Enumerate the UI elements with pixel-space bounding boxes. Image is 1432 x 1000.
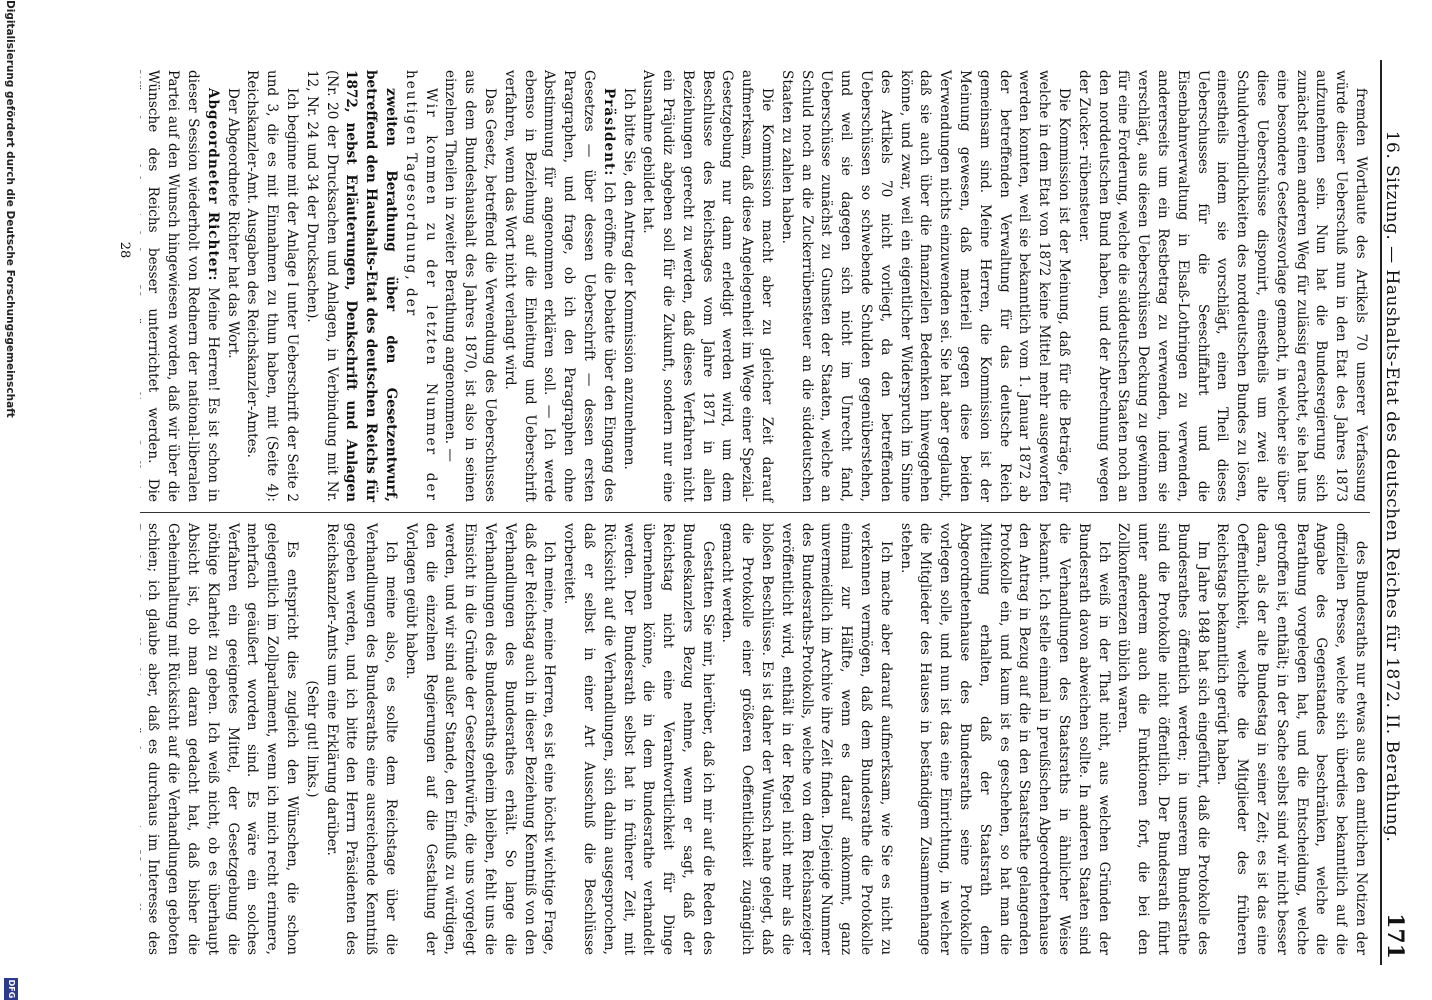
paragraph: [140, 70, 222, 502]
paragraph: Im Jahre 1848 hat sich eingeführt, daß die Protokolle des Bundesrathes öffentlich werden; in unserem Bundesrathe sind die Protokolle nicht öffentlich. Der Bundesrath führt unter anderem auch die Funktionen fort, die bei den Zollkonferenzen üblich waren.: [1115, 523, 1211, 955]
paragraph: Ich meine, meine Herren, es ist eine höchst wichtige Frage, daß der Reichstag auch in dieser Beziehung Kenntniß von den Verhandlungen des Bundesrathes erhält. So lange die Verhandlungen des Bundesraths geheim bleiben, fehlt uns die Einsicht in die Gründe der Gesetzentwürfe, die uns vorgelegt werden, und wir sind außer Stande, den Einfluß zu würdigen, den die einzelnen Regierungen auf die Gestaltung der Vorlagen geübt haben.: [402, 523, 558, 955]
page-number: 171: [1382, 913, 1408, 959]
speaker-name: Präsident:: [600, 88, 617, 177]
paragraph: Es entspricht dies zugleich den Wünschen, die schon gelegentlich im Zollparlament, wenn ich mich recht erinnere, mehrfach geäußert worden sind. Es wäre ein solches Verfahren ein geeignetes Mittel, der Gesetzgebung die nöthige Klarheit zu geben. Ich weiß nicht, ob es überhaupt Absicht ist, ob man daran gedacht hat, daß bisher die Geheimhaltung mit Rücksicht auf die Verhandlungen geboten schien; ich glaube aber, daß es durchaus im Interesse des: [145, 523, 300, 955]
page-header: [1380, 60, 1422, 965]
paragraph: Ich bitte Sie, den Antrag der Kommission anzunehmen.: [620, 88, 637, 470]
credit-text: Digitalisierung gefördert durch die Deutsche Forschungsgemeinschaft: [4, 0, 16, 418]
paragraph: [301, 70, 400, 502]
speaker-name: Abgeordneter Richter:: [204, 88, 221, 282]
paragraph: Das Gesetz, betreffend die Verwendung des Ueberschusses aus dem Bundeshaushalt des Jahres 1870, ist also in seinen einzelnen Theilen in zweiter Berathung angenommen. —: [442, 70, 498, 502]
paragraph: Ich weiß in der That nicht, aus welchen Gründen der Bundesrath davon abweichen sollte. In anderen Staaten sind die Verhandlungen des Staatsraths in ähnlicher Weise bekannt. Ich stelle einmal in preußischen Abgeordnetenhause den Antrag in Bezug auf die in den Staatsrathe gelangenden Protokolle ein, und kaum ist es geschehen, so hat man die Mitteilung erhalten, daß der Staatsrath dem Abgeordnetenhause des Bundesraths seine Protokolle vorlegen solle, und nun ist das eine Einrichtung, in welcher die Mitglieder des Hauses in beständigem Zusammenhange stehen.: [897, 523, 1112, 955]
paragraph: Die Kommission macht aber zu gleicher Zeit darauf aufmerksam, daß diese Angelegenheit im Wege einer Spezial-Gesetzgebung nur dann erledigt werden wird, um dem Beschlusse des Reichstages vom Jahre 1871 in allen Beziehungen gerecht zu werden, daß dieses Verfahren nicht ein Präjudiz abgeben soll für die Zukunft, sondern nur eine Ausnahme gebildet hat.: [640, 70, 776, 502]
paragraph: Die Kommission ist der Meinung, daß für die Beträge, für welche in dem Etat von 1872 keine Mittel mehr ausgeworfen werden konnten, weil sie bekanntlich vom 1. Januar 1872 ab der betreffenden Verwaltung für das deutsche Reich gemeinsam sind. Meine Herren, die Kommission ist der Meinung gewesen, daß materiell gegen diese beiden Verwendungen nichts einzuwenden sei. Sie hat aber geglaubt, daß sie auch über die finanziellen Bedenken hinweggehen könne, und zwar, weil ein eigentlicher Widerspruch im Sinne des Artikels 70 nicht vorliegt, da den betreffenden Ueberschüssen so schwebende Schulden gegenüberstehen, und weil sie dagegen sich nicht im Unrecht fand, Ueberschüsse zunächst zu Gunsten der Staaten, welche an Schuld noch an die Zuckerrübensteuer an die süddeutschen Staaten zu zahlen haben.: [778, 70, 1073, 502]
paragraph: fremden Wortlaute des Artikels 70 unserer Verfassung würde dieser Ueberschuß nun in den Etat des Jahres 1873 aufzunehmen sein. Nun hat die Bundesregierung sich zunächst einen anderen Weg für zulässig erachtet, sie hat uns eine besondere Gesetzesvorlage gemacht, in welcher sie über diese Ueberschüsse disponirt, einestheils um zwei alte Schuldverbindlichkeiten des norddeutschen Bundes zu lösen, einestheils indem sie vorschlägt, einen Theil dieses Ueberschusses für die Seeschiffahrt und die Eisenbahnverwaltung in Elsaß-Lothringen zu verwenden, andererseits um ein Restbetrag zu verwenden, indem sie verschlägt, aus diesen Ueberschüssen Deckung zu gewinnen für eine Forderung, welche die süddeutschen Staaten noch an den norddeutschen Bund haben, und der Abrechnung wegen der Zucker- rübensteuer.: [1075, 70, 1369, 502]
paragraph: Ich beginne mit der Anlage I unter Ueberschrift der Seite 2 und 3, die es mit Einnahmen zu thun haben, mit (Seite 4): Reichskanzler-Amt. Ausgaben des Reichskanzler-Amtes.: [244, 70, 300, 502]
folio-number: 28: [117, 241, 132, 259]
running-title: 16. Sitzung. — Haushalts-Etat des deutschen Reiches für 1872. II. Berathung.: [1382, 130, 1402, 843]
paragraph: Ich mache aber darauf aufmerksam, wie Sie es nicht zu verkennen vermögen, daß dem Bundesrathe die Protokolle einmal zur Hälfte, wenn es darauf ankommt, ganz unvermeidlich im Archive ihre Zeit finden. Diejenige Nummer des Bundesraths-Protokolls, welche von dem Reichsanzeiger veröffentlicht wird, enthält in der Regel nicht mehr als die bloßen Beschlüsse. Es ist daher der Wunsch nahe gelegt, daß die Protokolle einer größeren Oeffentlichkeit zugänglich gemacht werden.: [719, 523, 894, 955]
paragraph-text: Ich eröffne die Debatte über den Eingang des Gesetzes — über dessen Ueberschrift — dessen ersten Paragraphen, und frage, ob ich den Paragraphen ohne Abstimmung für angenommen erklären soll. — Ich werde ebenso in Beziehung auf die Einleitung und Ueberschrift verfahren, wenn das Wort nicht verlangt wird.: [501, 70, 617, 503]
paragraph-text: (Nr. 20 der Drucksachen und Anlagen, in Verbindung mit Nr. 12, Nr. 24 und 34 der Drucksachen).: [303, 70, 340, 502]
dfg-logo-icon: DFG: [4, 978, 18, 1000]
paragraph-text: Meine Herren! Es ist schon in dieser Session wiederholt von Rednern der national-liberalen Partei auf den Wunsch hingewiesen worden, daß wir über die Wünsche des Reichs besser unterrichtet werden. Die: [145, 70, 221, 503]
agenda-item-title: zweiten Berathung über den Gesetzentwurf, betreffend den Haushalts-Etat des deutschen Reichs für 1872, nebst Erläuterungen, Denkschrift und Anlagen: [343, 70, 399, 502]
paragraph: des Bundesraths nur etwas aus den amtlichen Notizen der offiziellen Presse, welche sich überdies bekanntlich auf die Angabe des Gegenstandes beschränken, welche die Berathung vorgelegen hat, und die Entscheidung, welche getroffen ist, enthält; in der Sache selbst sind wir nicht besser daran, als der alte Bundestag in seiner Zeit; es ist das eine Oeffentlichkeit, welche die Mitglieder des früheren Reichstags bekanntlich gerügt haben.: [1214, 523, 1369, 955]
paragraph: Der Abgeordnete Richter hat das Wort.: [224, 88, 241, 359]
paragraph: [499, 70, 618, 502]
text-columns: [140, 60, 1370, 965]
digitization-credit: [0, 0, 16, 1000]
paragraph: Ich meine also, es sollte dem Reichstage über die Verhandlungen des Bundesraths eine ausreichende Kenntniß gegeben werden, und ich bitte den Herrn Präsidenten des Reichskanzler-Amts um eine Erklärung darüber.: [323, 523, 399, 955]
right-column: [140, 513, 1370, 965]
paragraph: Wir kommen zu der letzten Nummer der heutigen Tagesordnung, der: [402, 70, 439, 502]
interjection: (Sehr gut! links.): [303, 680, 320, 798]
paragraph: Gestatten Sie mir, hierüber, daß ich mir auf die Reden des Bundeskanzlers Bezug nehme, wenn er sagt, daß der Reichstag nicht eine Verantwortlichkeit für Dinge übernehmen könne, die in dem Bundesrathe verhandelt werden. Der Bundesrath selbst hat in früherer Zeit, mit Rücksicht auf die Verhandlungen, sich dahin ausgesprochen, daß er selbst in einer Art Ausschuß die Beschlüsse vorbereitet.: [561, 523, 716, 955]
left-column: [140, 60, 1370, 512]
